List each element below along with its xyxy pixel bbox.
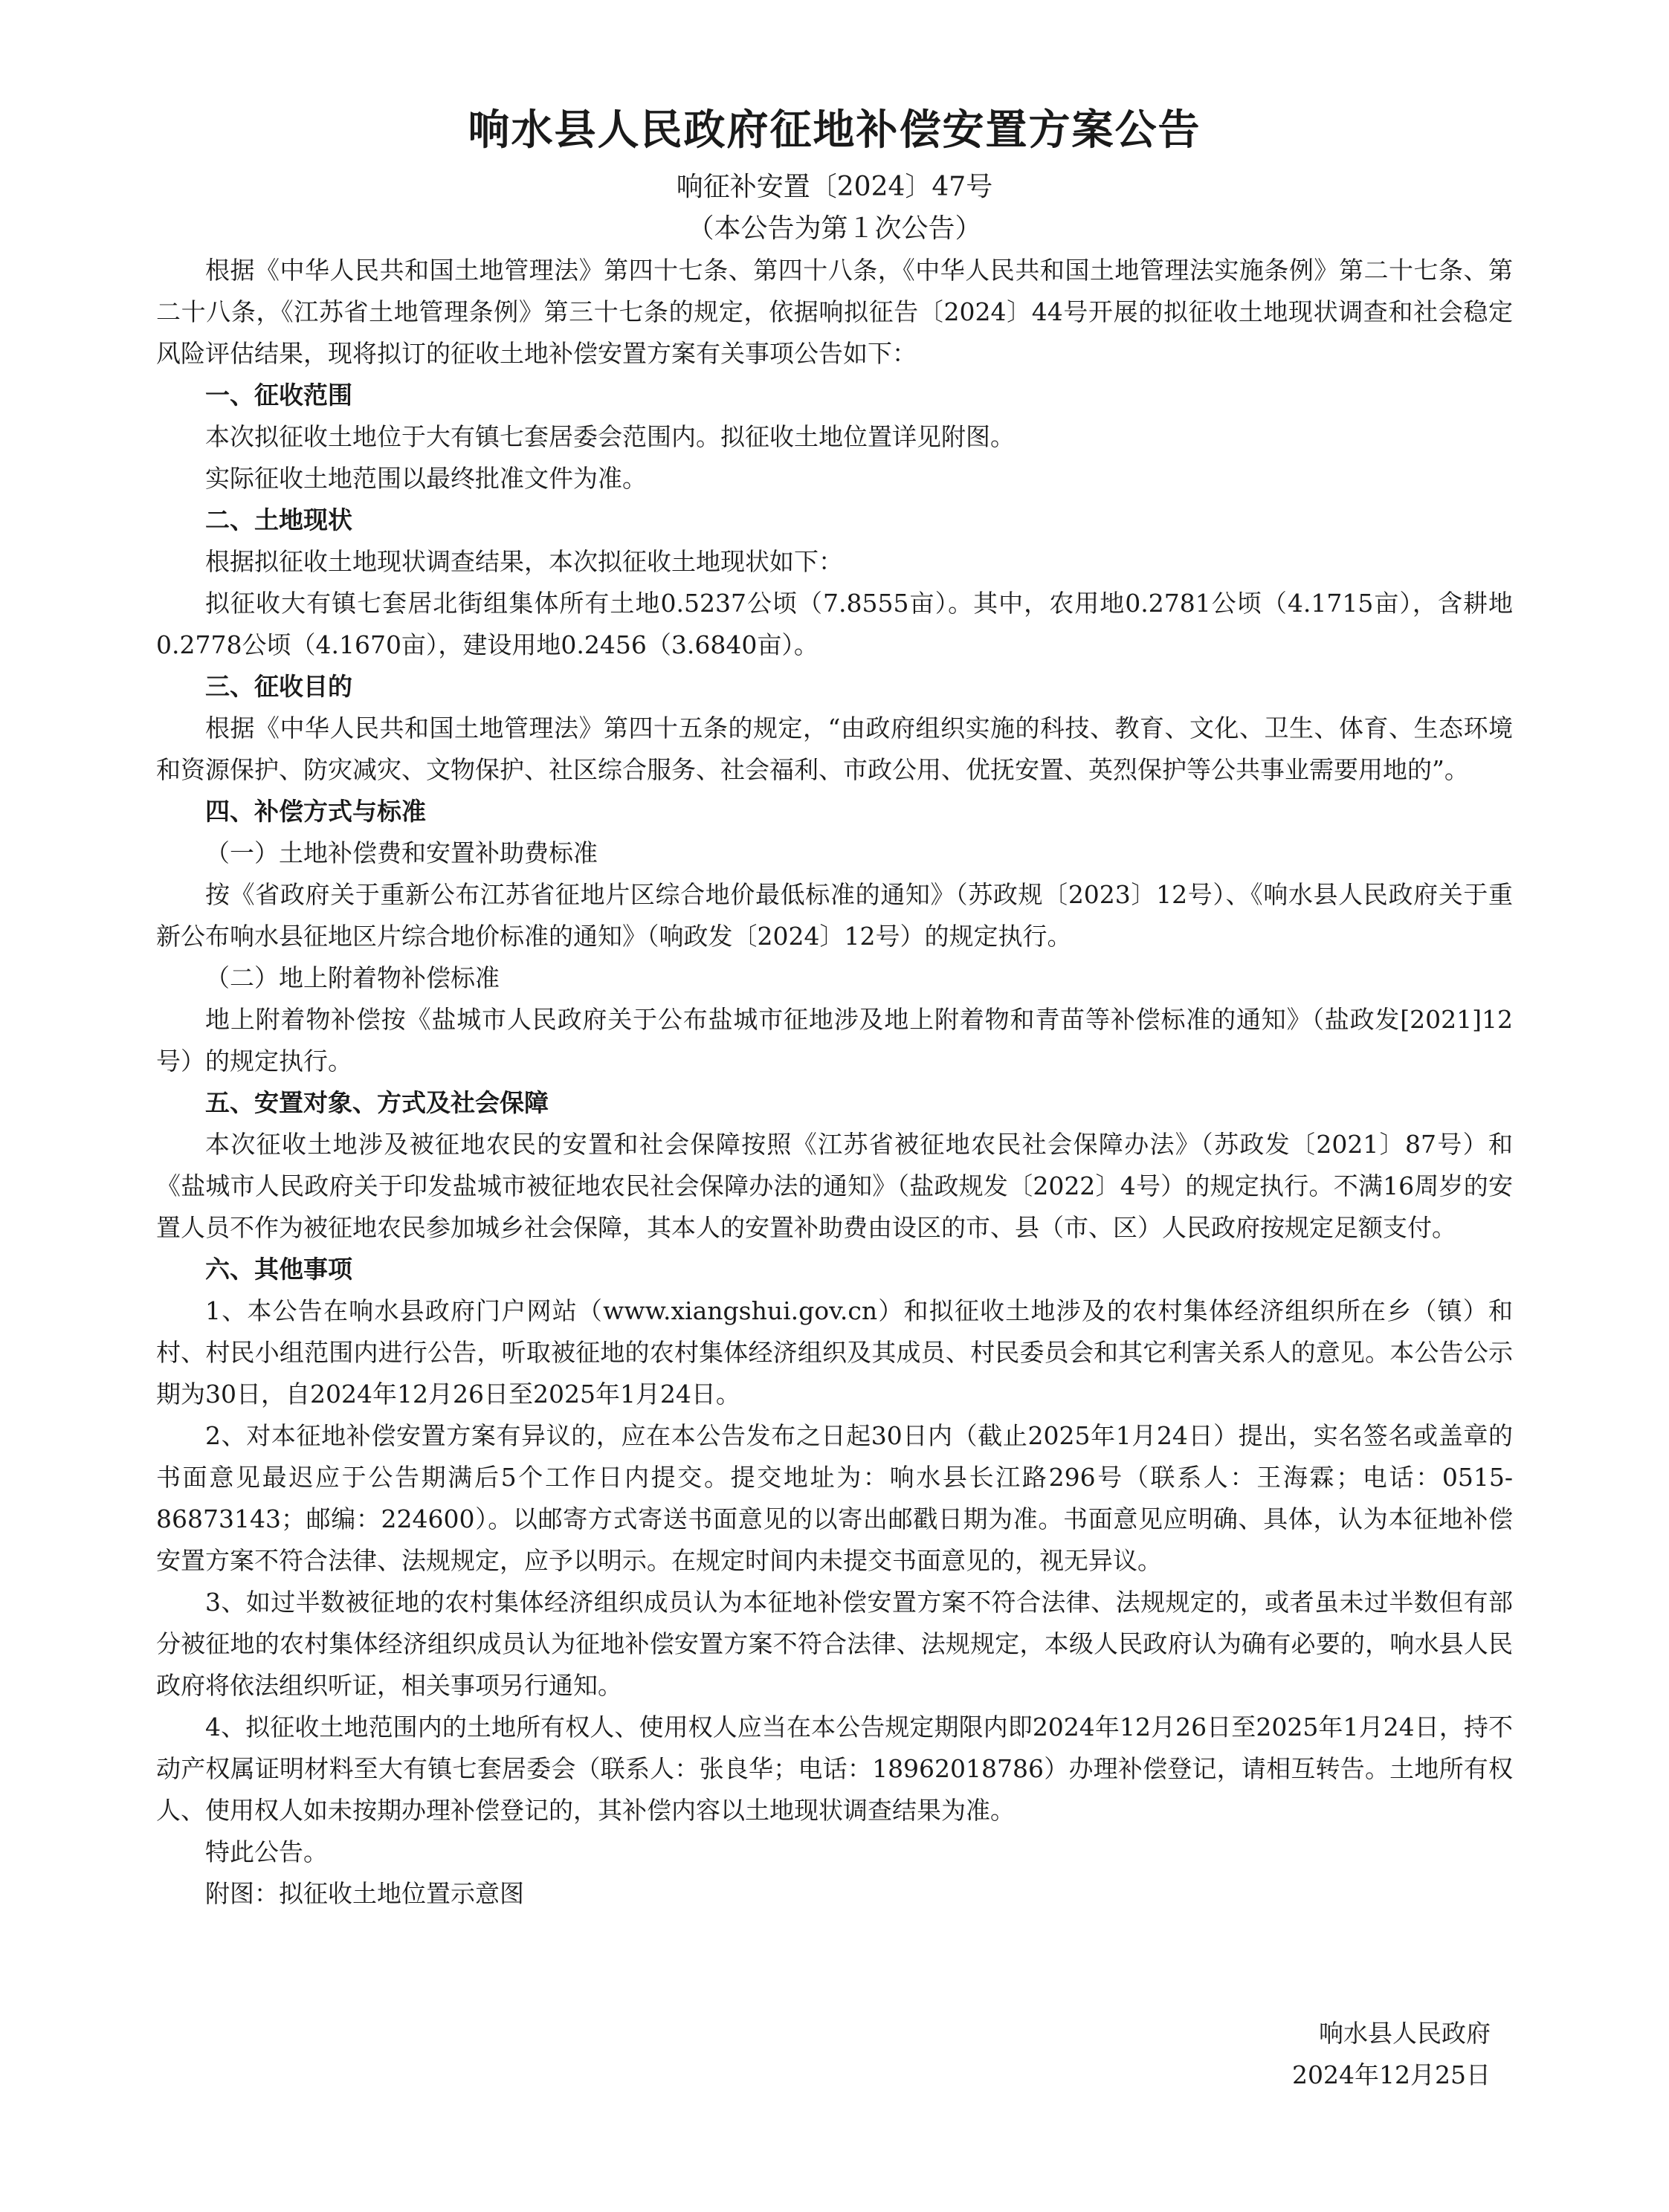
paragraph: 根据《中华人民共和国土地管理法》第四十五条的规定，“由政府组织实施的科技、教育、文化、卫生、体育、生态环境和资源保护、防灾减灾、文物保护、社区综合服务、社会福利、市政公用、优抚安置、英烈保护等公共事业需要用地的”。	[156, 714, 1513, 784]
signature-org: 响水县人民政府	[1319, 2019, 1491, 2048]
intro-paragraph: 根据《中华人民共和国土地管理法》第四十七条、第四十八条，《中华人民共和国土地管理法实施条例》第二十七条、第二十八条，《江苏省土地管理条例》第三十七条的规定，依据响拟征告〔2024〕44号开展的拟征收土地现状调查和社会稳定风险评估结果，现将拟订的征收土地补偿安置方案有关事项公告如下：	[156, 256, 1513, 368]
paragraph: 地上附着物补偿按《盐城市人民政府关于公布盐城市征地涉及地上附着物和青苗等补偿标准的通知》（盐政发[2021]12号）的规定执行。	[156, 1005, 1513, 1076]
signature-date: 2024年12月25日	[1292, 2060, 1491, 2089]
paragraph: 根据拟征收土地现状调查结果，本次拟征收土地现状如下：	[205, 547, 843, 576]
section-heading: 二、土地现状	[205, 505, 352, 534]
section-heading: 一、征收范围	[205, 381, 352, 410]
subsection-heading: （二）地上附着物补偿标准	[205, 963, 500, 992]
announcement-round: （本公告为第１次公告）	[687, 213, 982, 244]
paragraph: 实际征收土地范围以最终批准文件为准。	[205, 464, 647, 493]
paragraph: 4、拟征收土地范围内的土地所有权人、使用权人应当在本公告规定期限内即2024年12月26日至2025年1月24日，持不动产权属证明材料至大有镇七套居委会（联系人：张良华；电话：18962018786）办理补偿登记，请相互转告。土地所有权人、使用权人如未按期办理补偿登记的，其补偿内容以土地现状调查结果为准。	[156, 1713, 1513, 1825]
section-heading: 三、征收目的	[205, 672, 352, 701]
subsection-heading: （一）土地补偿费和安置补助费标准	[205, 838, 598, 867]
closing-line: 特此公告。	[205, 1837, 328, 1866]
paragraph: 1、本公告在响水县政府门户网站（www.xiangshui.gov.cn）和拟征收土地涉及的农村集体经济组织所在乡（镇）和村、村民小组范围内进行公告，听取被征地的农村集体经济组织及其成员、村民委员会和其它利害关系人的意见。本公告公示期为30日，自2024年12月26日至2025年1月24日。	[156, 1296, 1513, 1409]
paragraph: 2、对本征地补偿安置方案有异议的，应在本公告发布之日起30日内（截止2025年1月24日）提出，实名签名或盖章的书面意见最迟应于公告期满后5个工作日内提交。提交地址为：响水县长江路296号（联系人：王海霖；电话：0515-86873143；邮编：224600）。以邮寄方式寄送书面意见的以寄出邮戳日期为准。书面意见应明确、具体，认为本征地补偿安置方案不符合法律、法规规定，应予以明示。在规定时间内未提交书面意见的，视无异议。	[156, 1421, 1513, 1575]
paragraph: 拟征收大有镇七套居北街组集体所有土地0.5237公顷（7.8555亩）。其中，农用地0.2781公顷（4.1715亩），含耕地0.2778公顷（4.1670亩），建设用地0.2456（3.6840亩）。	[156, 589, 1513, 659]
paragraph: 3、如过半数被征地的农村集体经济组织成员认为本征地补偿安置方案不符合法律、法规规定的，或者虽未过半数但有部分被征地的农村集体经济组织成员认为征地补偿安置方案不符合法律、法规规定，本级人民政府认为确有必要的，响水县人民政府将依法组织听证，相关事项另行通知。	[156, 1588, 1513, 1700]
paragraph: 本次征收土地涉及被征地农民的安置和社会保障按照《江苏省被征地农民社会保障办法》（苏政发〔2021〕87号）和《盐城市人民政府关于印发盐城市被征地农民社会保障办法的通知》（盐政规发〔2022〕4号）的规定执行。不满16周岁的安置人员不作为被征地农民参加城乡社会保障，其本人的安置补助费由设区的市、县（市、区）人民政府按规定足额支付。	[156, 1130, 1513, 1242]
section-heading: 六、其他事项	[205, 1255, 352, 1284]
attachment-note: 附图：拟征收土地位置示意图	[205, 1879, 524, 1908]
document-number: 响征补安置〔2024〕47号	[676, 172, 993, 202]
paragraph: 本次拟征收土地位于大有镇七套居委会范围内。拟征收土地位置详见附图。	[205, 422, 1015, 451]
section-heading: 四、补偿方式与标准	[205, 797, 426, 826]
document-title: 响水县人民政府征地补偿安置方案公告	[468, 106, 1201, 155]
paragraph: 按《省政府关于重新公布江苏省征地片区综合地价最低标准的通知》（苏政规〔2023〕12号）、《响水县人民政府关于重新公布响水县征地区片综合地价标准的通知》（响政发〔2024〕12号）的规定执行。	[156, 880, 1513, 951]
section-heading: 五、安置对象、方式及社会保障	[205, 1088, 549, 1117]
